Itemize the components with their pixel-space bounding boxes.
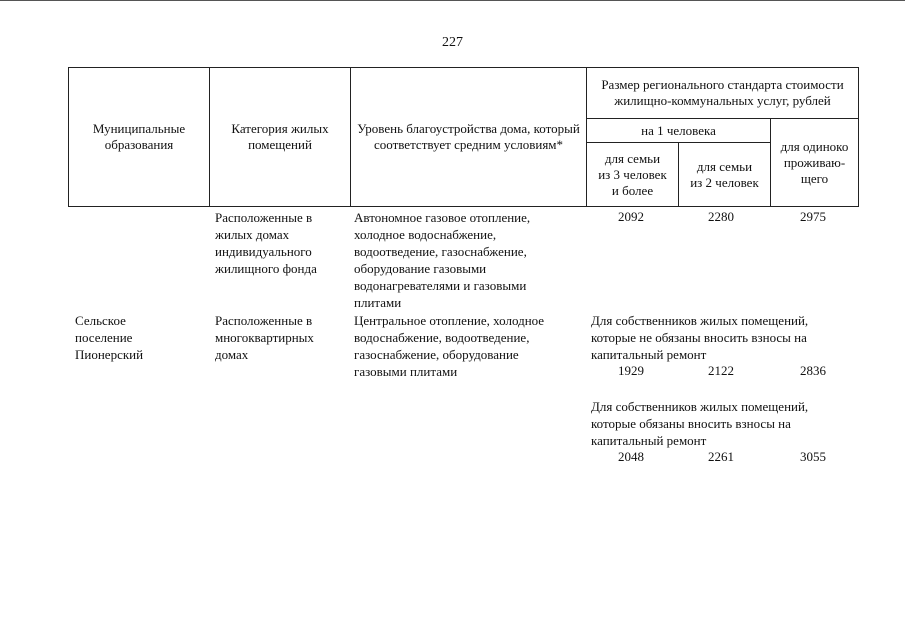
row1-family-3-value: 2092 [618,209,644,224]
header-family-2: для семьи из 2 человек [679,143,771,207]
header-per-person: на 1 человека [587,119,771,143]
header-municipality: Муниципальные образования [69,68,210,207]
row2-note-not-obliged: Для собственников жилых помещений, которые не обязаны вносить взносы на капитальный ремонт [591,313,809,362]
header-single: для одиноко проживаю- щего [771,119,859,207]
header-category: Категория жилых помещений [210,68,351,207]
row2-note-obliged: Для собственников жилых помещений, которые обязаны вносить взносы на капитальный ремонт [591,399,809,448]
page-number: 227 [442,35,463,50]
row2-category: Расположенные в многоквартирных домах [215,313,314,362]
row2b-family-2-value: 2261 [708,449,734,464]
row2b-family-3-value: 2048 [618,449,644,464]
municipality-name: Сельское поселение Пионерский [75,313,144,362]
row2-level: Центральное отопление, холодное водоснабжение, водоотведение, газоснабжение, оборудование газовыми плитами [354,313,545,379]
header-level: Уровень благоустройства дома, который соответствует средним условиям* [351,68,587,207]
row1-category: Расположенные в жилых домах индивидуального жилищного фонда [215,210,317,276]
row2a-family-3-value: 1929 [618,363,644,378]
page-top-edge [0,0,905,1]
row2b-single-value: 3055 [800,449,826,464]
row2a-family-2-value: 2122 [708,363,734,378]
row1-family-2-value: 2280 [708,209,734,224]
header-standard-group: Размер регионального стандарта стоимости жилищно-коммунальных услуг, рублей [587,68,859,119]
header-family-3: для семьи из 3 человек и более [587,143,679,207]
table-header [68,67,859,207]
row1-level: Автономное газовое отопление, холодное водоснабжение, водоотведение, газоснабжение, оборудование газовыми водонагревателями и газовыми плитами [354,210,531,310]
row2a-single-value: 2836 [800,363,826,378]
row1-single-value: 2975 [800,209,826,224]
